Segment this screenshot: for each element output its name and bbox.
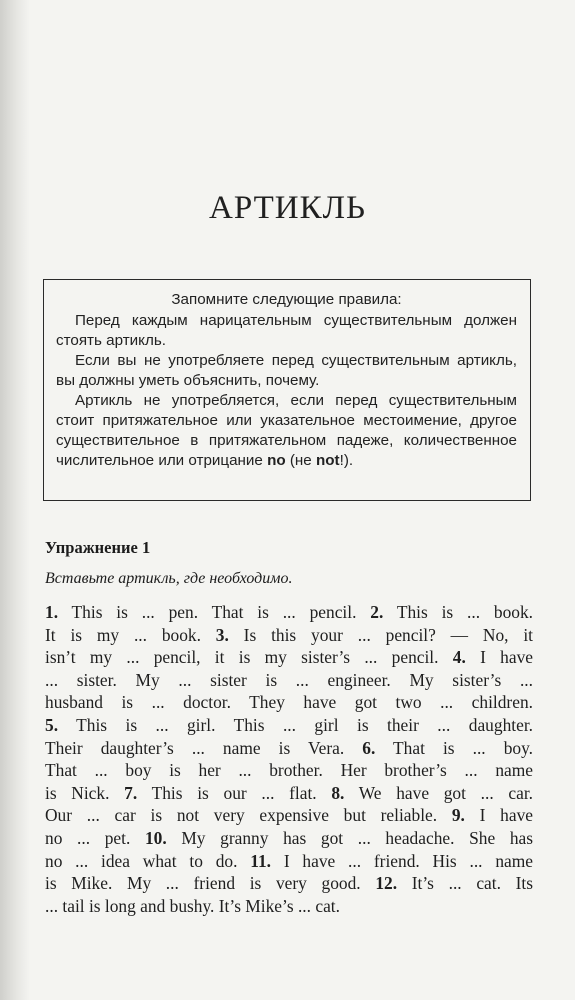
exercise-line: isn’t my ... pencil, it is my sister’s ... pencil. 4. I have — [45, 647, 533, 668]
sentence-number: 8. — [331, 782, 345, 803]
exercise-line: It is my ... book. 3. Is this your ... pencil? — No, it — [45, 624, 533, 645]
exercise-line: That ... boy is her ... brother. Her brother’s ... name — [45, 760, 533, 781]
exercise-line: no ... idea what to do. 11. I have ... friend. His ... name — [45, 850, 533, 871]
sentence-number: 10. — [144, 827, 167, 848]
exercise-line: ... tail is long and bushy. It’s Mike’s ... cat. — [45, 895, 340, 916]
sentence-number: 12. — [375, 873, 398, 894]
sentence-number: 5. — [45, 714, 59, 735]
rule-3-mid: (не — [285, 452, 316, 469]
page-title: АРТИКЛЬ — [209, 190, 366, 226]
sentence-number: 6. — [362, 737, 376, 758]
exercise-instruction: Вставьте артикль, где необходимо. — [45, 570, 293, 587]
rules-heading: Запомните следующие правила: — [171, 291, 402, 308]
exercise-body — [45, 601, 533, 917]
sentence-number: 9. — [451, 805, 465, 826]
exercise-line: no ... pet. 10. My granny has got ... headache. She has — [45, 827, 533, 848]
sentence-number: 1. — [45, 602, 59, 622]
rule-3 — [56, 391, 517, 471]
sentence-number: 7. — [124, 782, 138, 803]
rule-2: Если вы не употребляете перед существительным артикль, вы должны уметь объяснить, почему. — [56, 352, 517, 389]
sentence-number: 2. — [370, 602, 384, 622]
exercise-line: 1. This is ... pen. That is ... pencil. 2. This is ... book. — [45, 602, 534, 622]
exercise-line: Our ... car is not very expensive but reliable. 9. I have — [45, 805, 533, 826]
sentence-number: 11. — [250, 850, 272, 871]
rules-box — [43, 279, 531, 501]
rule-3-text: Артикль не употребляется, если перед существительным стоит притяжательное или указательное местоимение, другое существительное в притяжательном падеже, количественное числительное или отрицание — [56, 392, 517, 469]
page-binding-shadow — [0, 0, 30, 1000]
exercise-line: is Nick. 7. This is our ... flat. 8. We have got ... car. — [45, 782, 534, 803]
exercise-line: 5. This is ... girl. This ... girl is their ... daughter. — [45, 714, 533, 735]
sentence-number: 4. — [452, 647, 466, 668]
rule-3-no: no — [267, 452, 286, 469]
exercise-title: Упражнение 1 — [45, 538, 151, 557]
sentence-number: 3. — [215, 624, 229, 645]
exercise-line: husband is ... doctor. They have got two ... children. — [45, 692, 533, 713]
rule-3-end: !). — [339, 452, 354, 469]
exercise-line: is Mike. My ... friend is very good. 12. It’s ... cat. Its — [45, 873, 533, 894]
exercise-line: Their daughter’s ... name is Vera. 6. That is ... boy. — [45, 737, 533, 758]
exercise-line: ... sister. My ... sister is ... engineer. My sister’s ... — [45, 669, 533, 690]
rule-1: Перед каждым нарицательным существительным должен стоять артикль. — [56, 312, 517, 349]
rule-3-not: not — [315, 452, 340, 469]
